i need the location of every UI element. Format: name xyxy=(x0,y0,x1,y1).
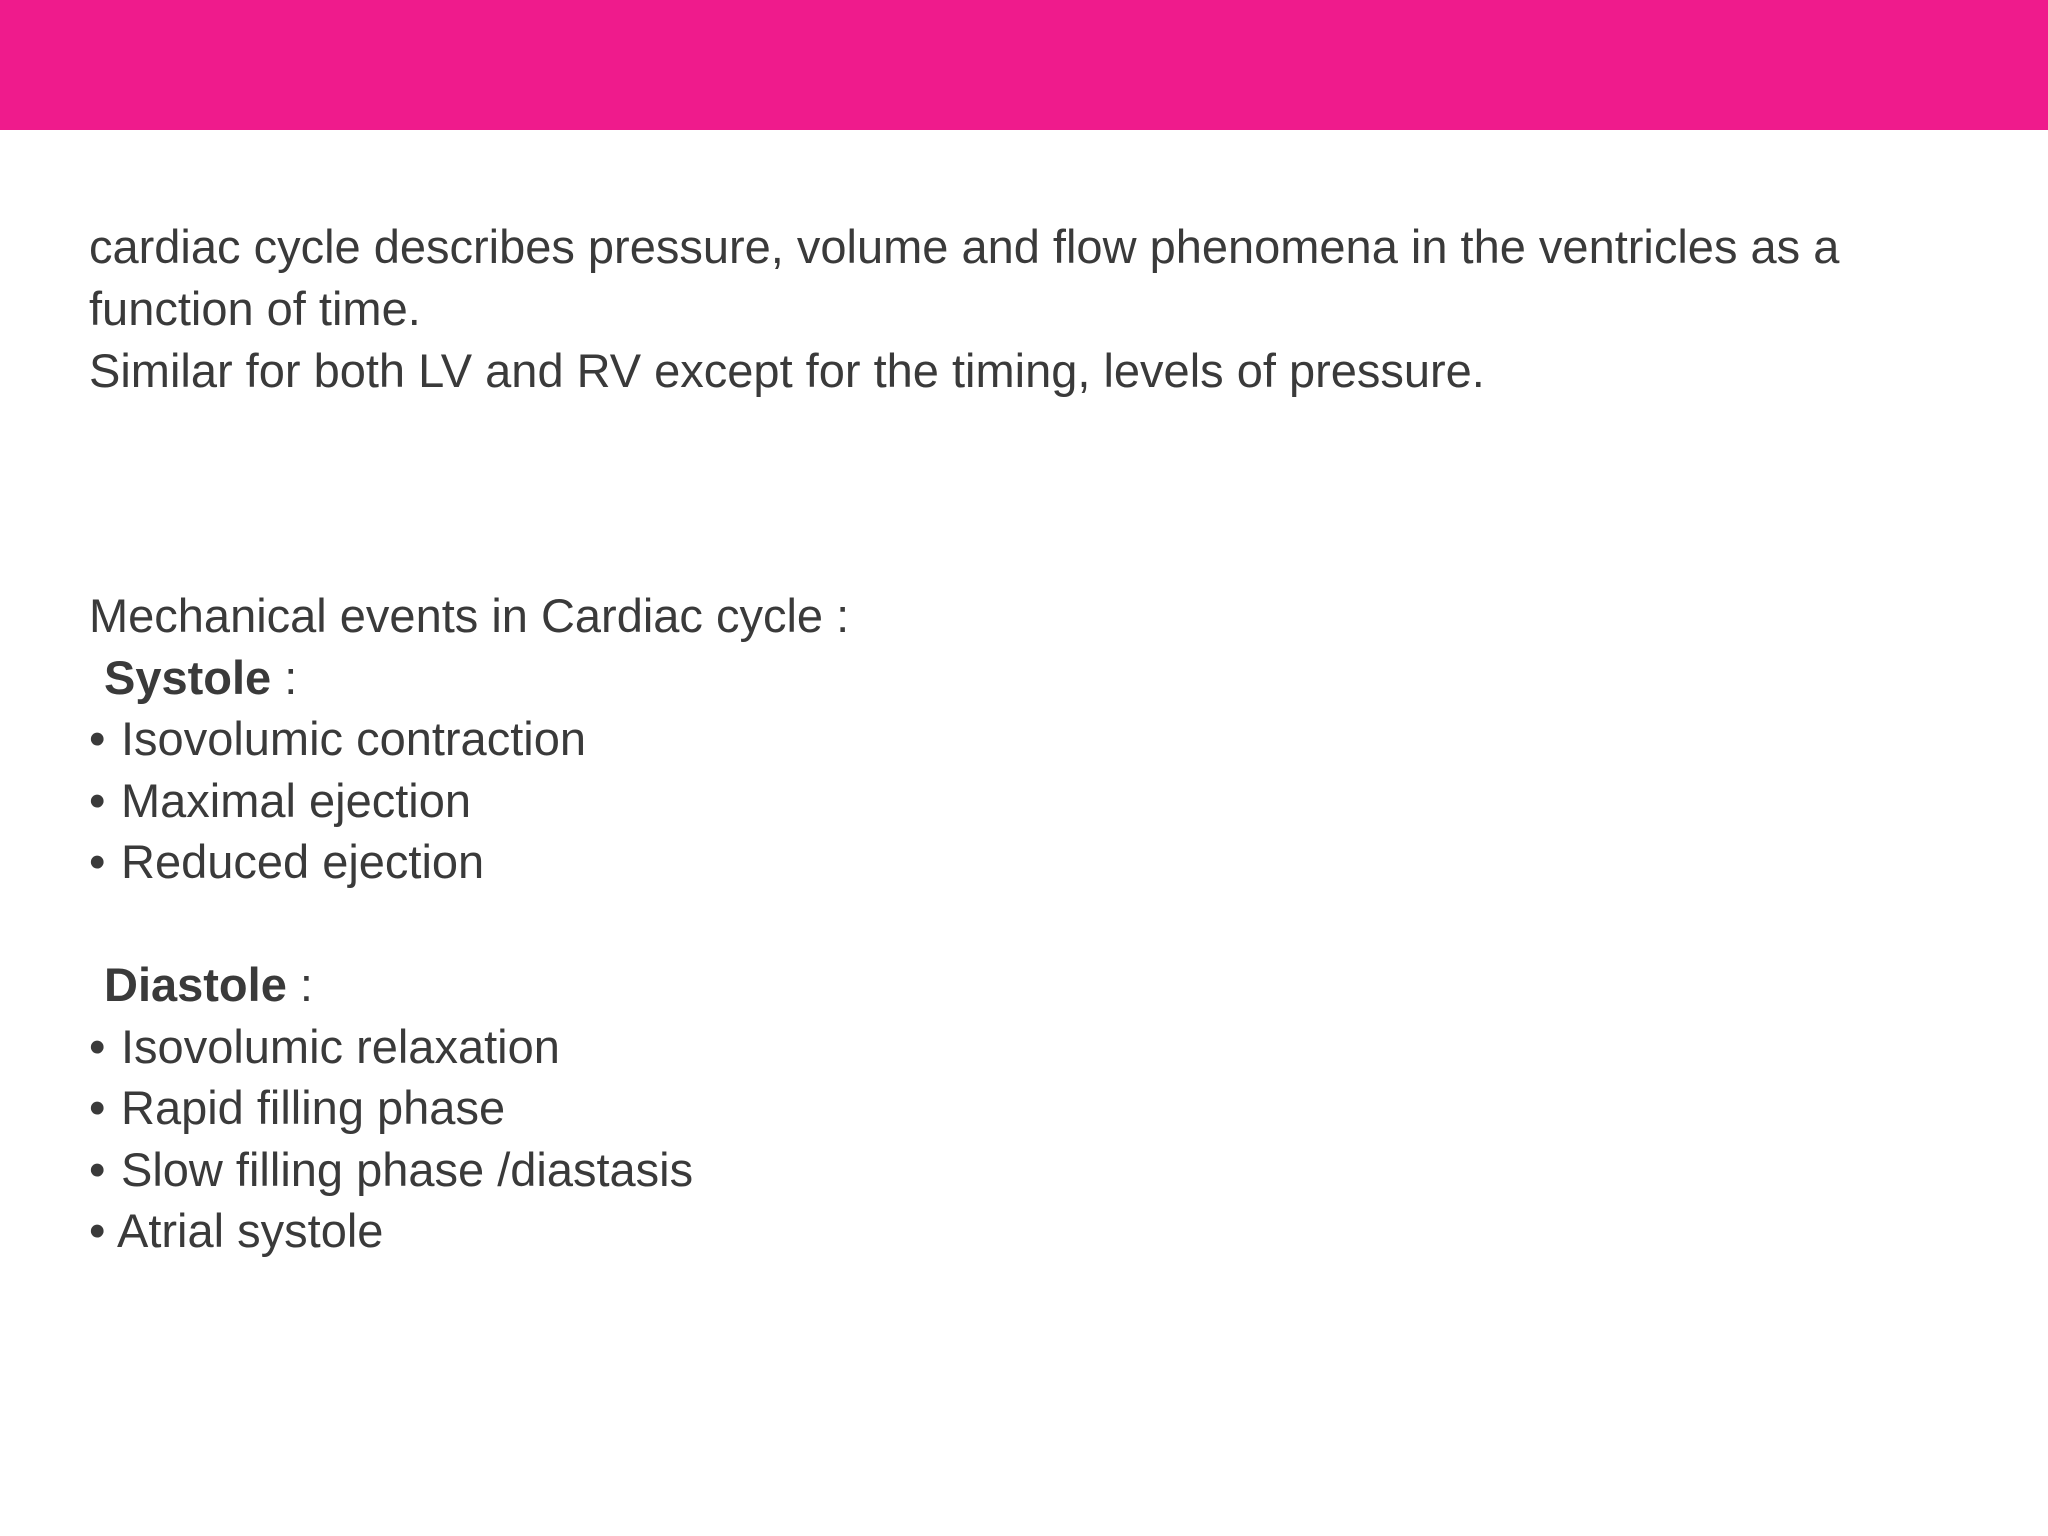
diastole-item xyxy=(89,1139,1289,1201)
systole-item xyxy=(89,708,1289,770)
diastole-title: Diastole xyxy=(104,958,287,1011)
diastole-item-label: Isovolumic relaxation xyxy=(121,1019,560,1073)
systole-title: Systole xyxy=(104,650,272,704)
diastole-item-label: Atrial systole xyxy=(117,1204,384,1257)
section-spacer xyxy=(89,893,1289,955)
bullet-icon: • xyxy=(89,773,106,827)
bullet-icon: • xyxy=(89,1081,106,1134)
intro-text xyxy=(89,216,1989,402)
systole-item xyxy=(89,770,1289,832)
bullet-icon: • xyxy=(89,1204,106,1257)
bullet-icon: • xyxy=(89,712,106,765)
systole-suffix: : xyxy=(271,650,298,704)
mechanical-events xyxy=(89,585,1289,1262)
diastole-item xyxy=(89,1077,1289,1139)
diastole-item-label: Slow filling phase /diastasis xyxy=(121,1142,694,1196)
systole-item-label: Isovolumic contraction xyxy=(121,712,586,765)
systole-heading xyxy=(89,647,1289,709)
diastole-item-label: Rapid filling phase xyxy=(121,1081,506,1134)
diastole-item xyxy=(89,1200,1289,1262)
bullet-icon: • xyxy=(89,1019,106,1073)
bullet-icon: • xyxy=(89,835,106,888)
events-heading: Mechanical events in Cardiac cycle : xyxy=(89,589,850,642)
systole-item xyxy=(89,831,1289,893)
intro-similarity: Similar for both LV and RV except for the timing, levels of pressure. xyxy=(89,344,1485,397)
systole-item-label: Reduced ejection xyxy=(121,835,485,888)
diastole-heading xyxy=(89,954,1289,1016)
bullet-icon: • xyxy=(89,1142,106,1196)
top-banner xyxy=(0,0,2048,130)
systole-item-label: Maximal ejection xyxy=(121,773,472,827)
intro-definition: cardiac cycle describes pressure, volume and flow phenomena in the ventricles as a function of time. xyxy=(89,220,1840,335)
diastole-suffix: : xyxy=(286,958,313,1011)
diastole-item xyxy=(89,1016,1289,1078)
